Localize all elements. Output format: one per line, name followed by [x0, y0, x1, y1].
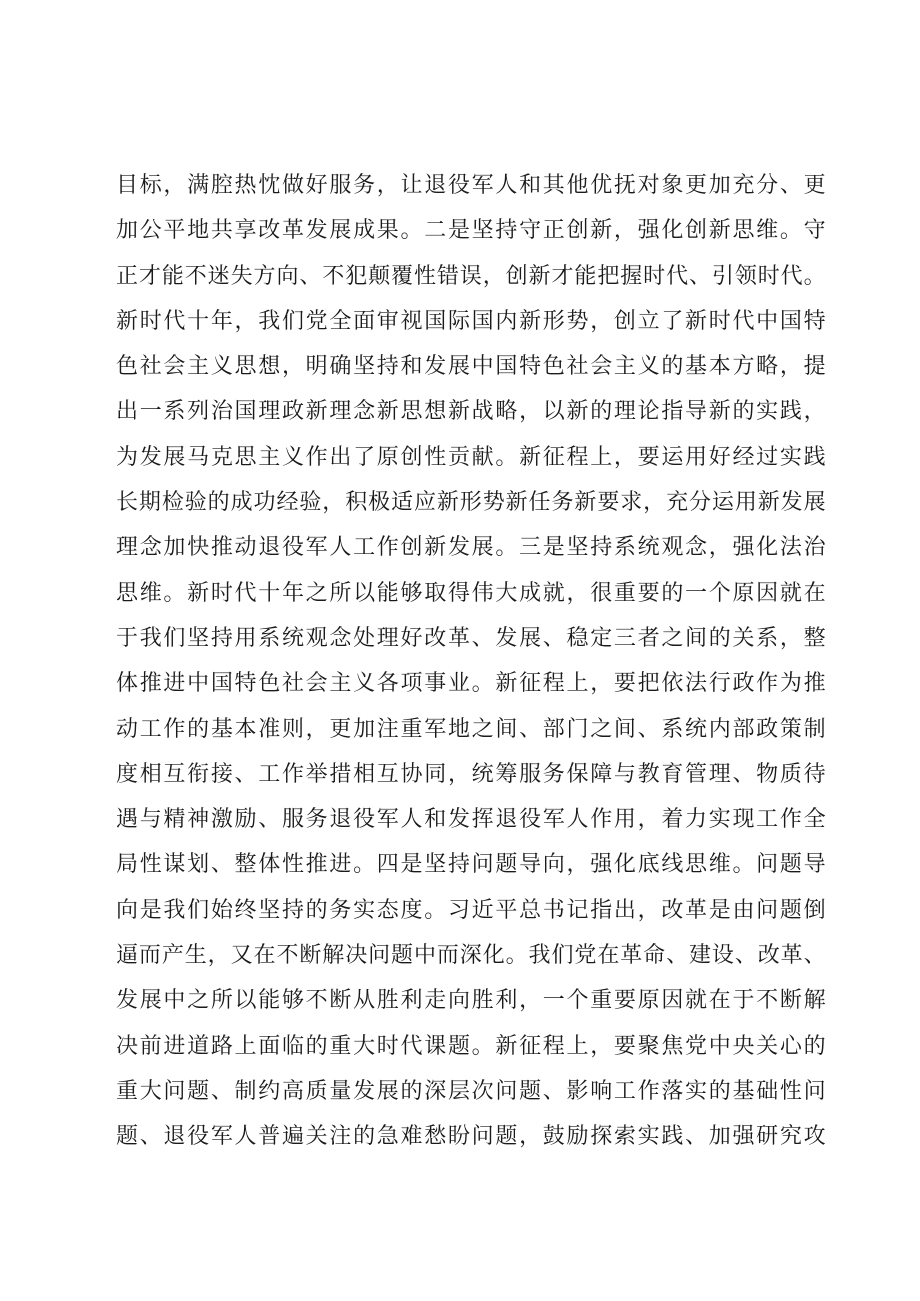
text-line: 局性谋划、整体性推进。四是坚持问题导向，强化底线思维。问题导: [116, 852, 826, 878]
text-line: 色社会主义思想，明确坚持和发展中国特色社会主义的基本方略，提: [116, 354, 826, 380]
text-line: 正才能不迷失方向、不犯颠覆性错误，创新才能把握时代、引领时代。: [116, 263, 826, 289]
text-line: 逼而产生，又在不断解决问题中而深化。我们党在革命、建设、改革、: [116, 943, 826, 969]
body-text: [116, 163, 826, 1160]
text-line: 为发展马克思主义作出了原创性贡献。新征程上，要运用好经过实践: [116, 444, 826, 470]
text-line: 度相互衔接、工作举措相互协同，统筹服务保障与教育管理、物质待: [116, 761, 826, 787]
text-line: 理念加快推动退役军人工作创新发展。三是坚持系统观念，强化法治: [116, 535, 826, 561]
text-line: 加公平地共享改革发展成果。二是坚持守正创新，强化创新思维。守: [116, 218, 826, 244]
text-line: 体推进中国特色社会主义各项事业。新征程上，要把依法行政作为推: [116, 671, 826, 697]
text-line: 决前进道路上面临的重大时代课题。新征程上，要聚焦党中央关心的: [116, 1033, 826, 1059]
text-line: 发展中之所以能够不断从胜利走向胜利，一个重要原因就在于不断解: [116, 988, 826, 1014]
text-line: 向是我们始终坚持的务实态度。习近平总书记指出，改革是由问题倒: [116, 897, 826, 923]
text-line: 于我们坚持用系统观念处理好改革、发展、稳定三者之间的关系，整: [116, 625, 826, 651]
text-line: 重大问题、制约高质量发展的深层次问题、影响工作落实的基础性问: [116, 1078, 826, 1104]
text-line: 长期检验的成功经验，积极适应新形势新任务新要求，充分运用新发展: [116, 490, 826, 516]
text-line: 题、退役军人普遍关注的急难愁盼问题，鼓励探索实践、加强研究攻: [116, 1124, 826, 1150]
text-line: 新时代十年，我们党全面审视国际国内新形势，创立了新时代中国特: [116, 308, 826, 334]
text-line: 目标，满腔热忱做好服务，让退役军人和其他优抚对象更加充分、更: [116, 173, 826, 198]
text-line: 遇与精神激励、服务退役军人和发挥退役军人作用，着力实现工作全: [116, 807, 826, 833]
text-line: 思维。新时代十年之所以能够取得伟大成就，很重要的一个原因就在: [116, 580, 826, 606]
text-line: 动工作的基本准则，更加注重军地之间、部门之间、系统内部政策制: [116, 716, 826, 742]
text-line: 出一系列治国理政新理念新思想新战略，以新的理论指导新的实践，: [116, 399, 826, 425]
